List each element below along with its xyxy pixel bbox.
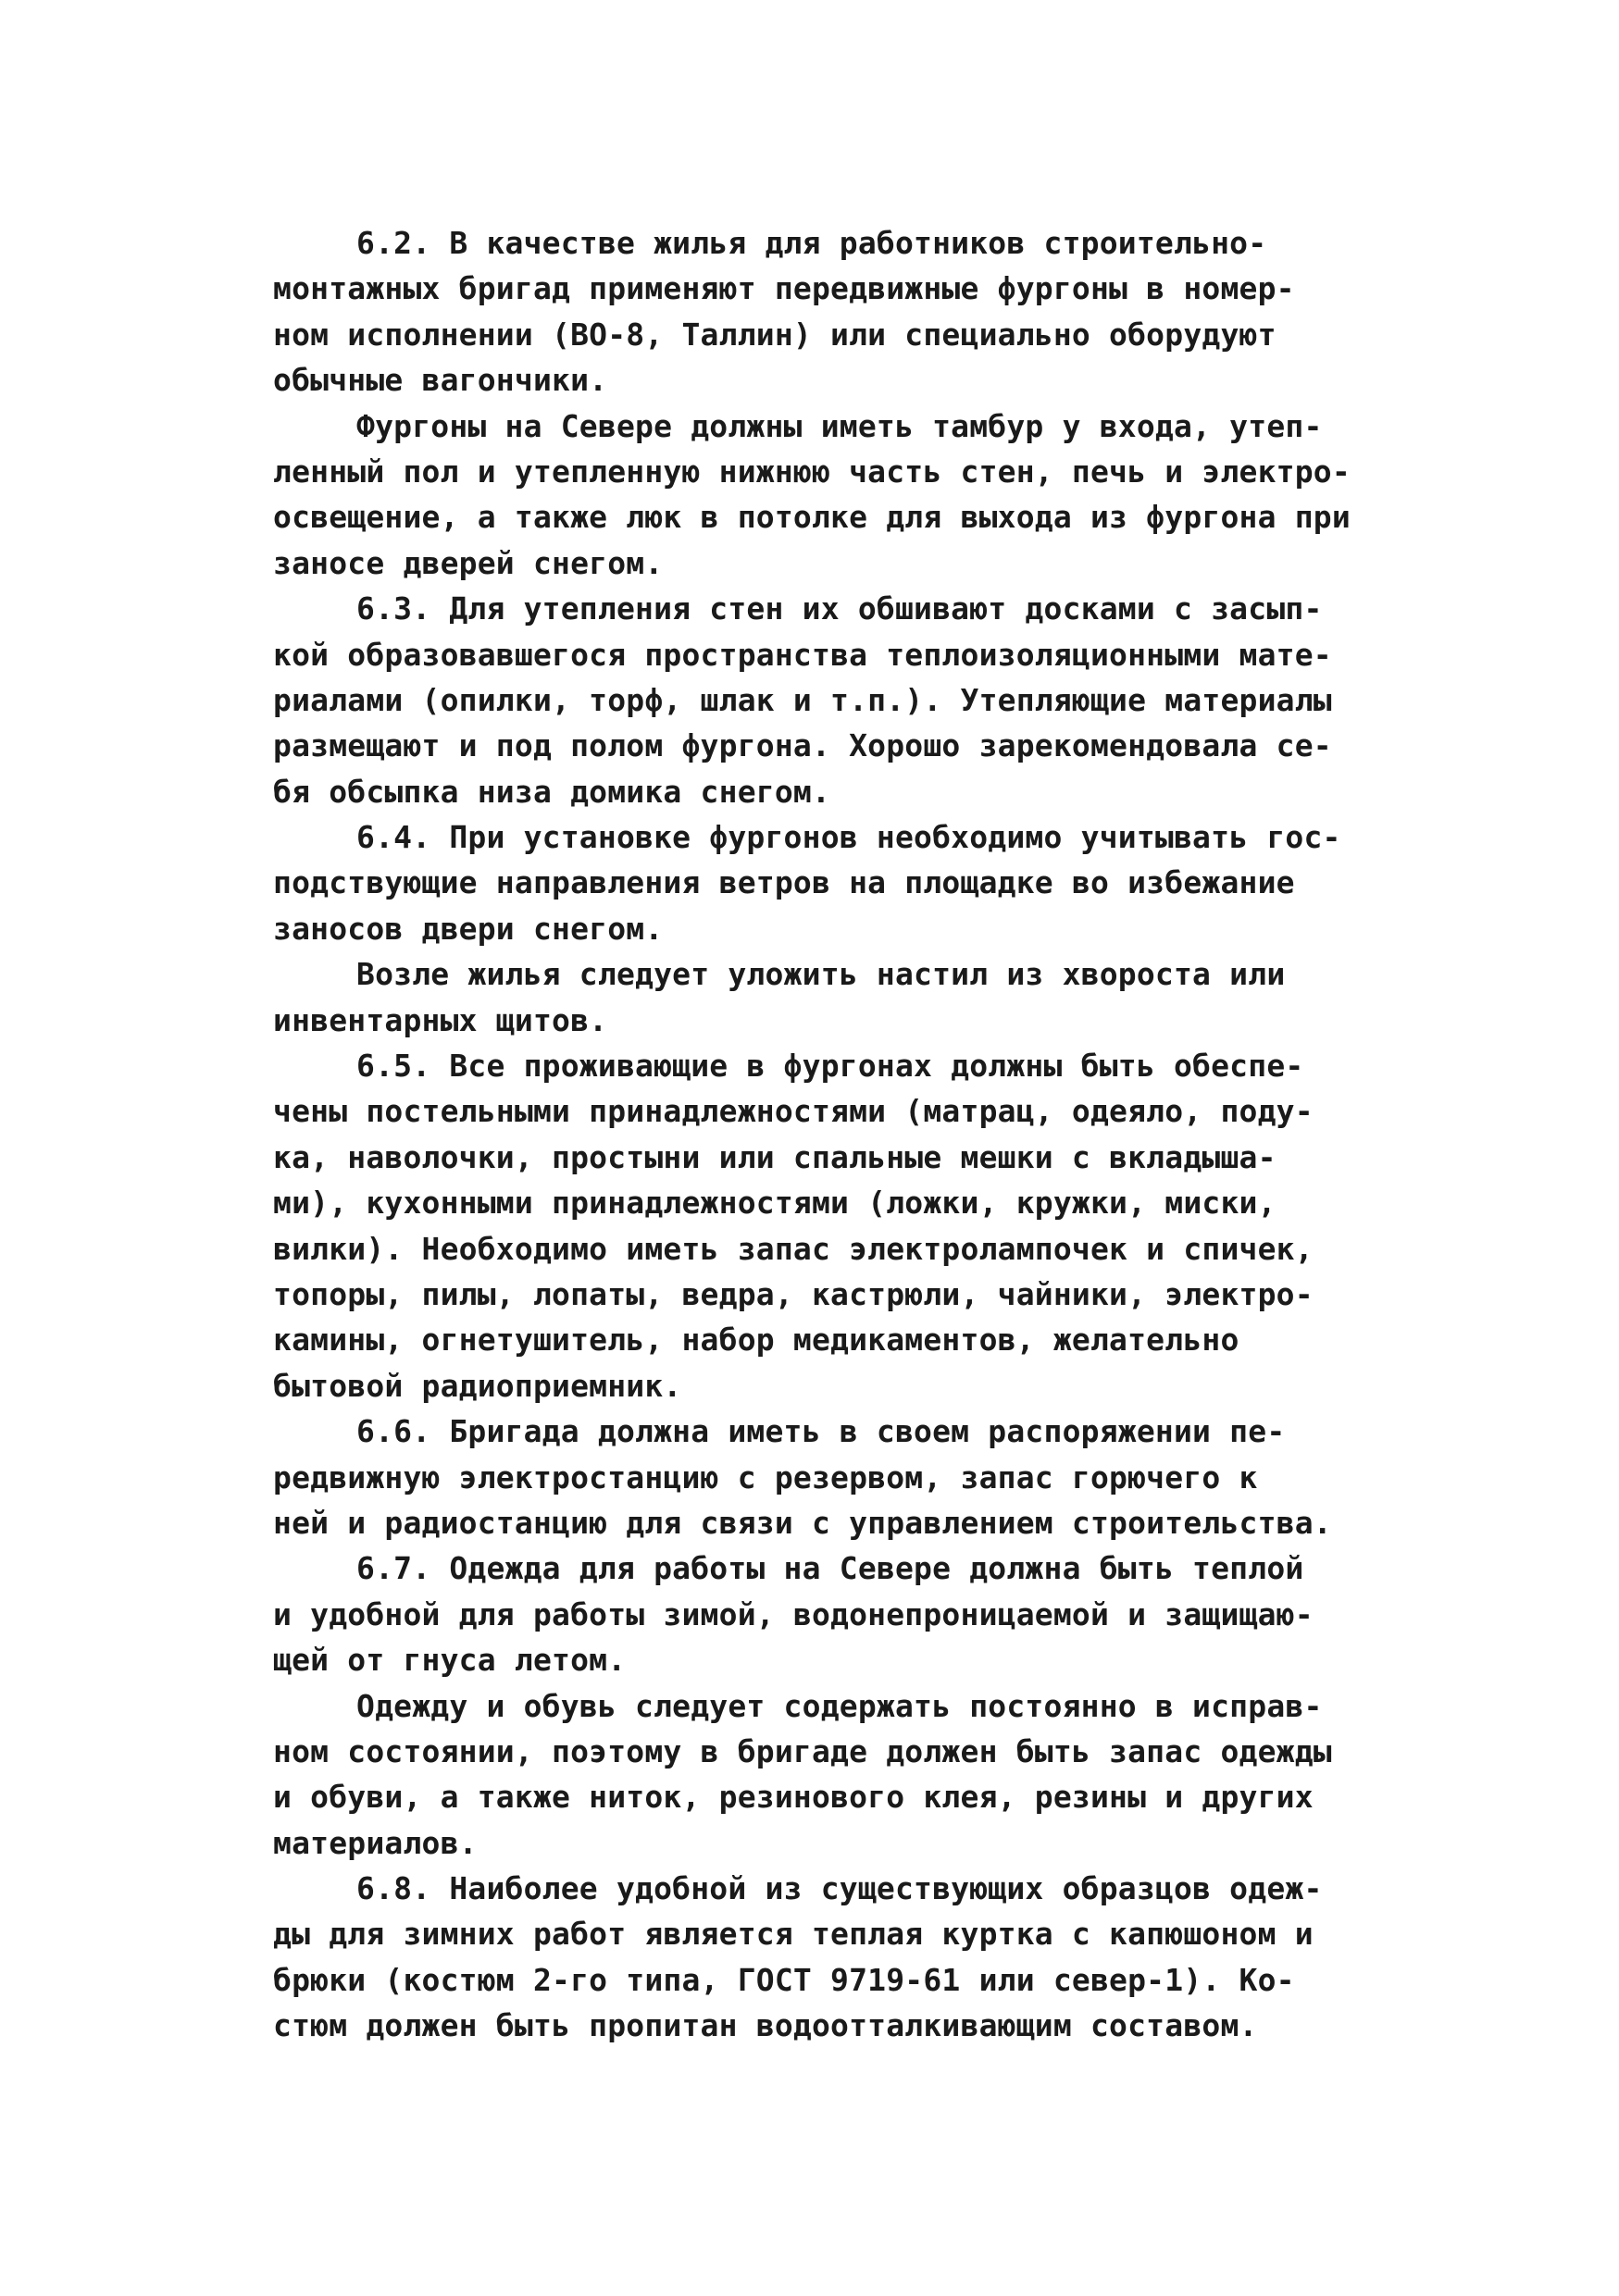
text-line: Возле жилья следует уложить настил из хвороста или: [356, 956, 1286, 993]
text-line: 6.8. Наиболее удобной из существующих образцов одеж-: [356, 1870, 1323, 1907]
text-line: размещают и под полом фургона. Хорошо зарекомендовала се-: [273, 727, 1332, 764]
text-line: инвентарных щитов.: [273, 1001, 608, 1038]
text-line: редвижную электростанцию с резервом, запас горючего к: [273, 1458, 1258, 1496]
text-line: щей от гнуса летом.: [273, 1642, 627, 1679]
text-line: риалами (опилки, торф, шлак и т.п.). Утепляющие материалы: [273, 681, 1332, 718]
text-line: вилки). Необходимо иметь запас электролампочек и спичек,: [273, 1230, 1314, 1267]
text-line: освещение, а также люк в потолке для выхода из фургона при: [273, 499, 1351, 536]
text-line: Одежду и обувь следует содержать постоянно в исправ-: [356, 1687, 1323, 1724]
text-line: ленный пол и утепленную нижнюю часть стен, печь и электро-: [273, 453, 1351, 490]
typed-text-block: [273, 220, 1384, 2049]
text-line: топоры, пилы, лопаты, ведра, кастрюли, чайники, электро-: [273, 1275, 1314, 1312]
text-line: ней и радиостанцию для связи с управлением строительства.: [273, 1504, 1332, 1541]
text-line: 6.3. Для утепления стен их обшивают досками с засып-: [356, 590, 1323, 627]
text-line: подствующие направления ветров на площадке во избежание: [273, 864, 1295, 901]
text-line: ном состоянии, поэтому в бригаде должен быть запас одежды: [273, 1732, 1332, 1769]
text-line: чены постельными принадлежностями (матрац, одеяло, поду-: [273, 1093, 1314, 1130]
text-line: камины, огнетушитель, набор медикаментов, желательно: [273, 1322, 1239, 1359]
text-line: 6.5. Все проживающие в фургонах должны быть обеспе-: [356, 1048, 1304, 1085]
text-line: ном исполнении (ВО-8, Таллин) или специально оборудуют: [273, 316, 1277, 353]
text-line: 6.4. При установке фургонов необходимо учитывать гос-: [356, 819, 1341, 856]
text-line: бя обсыпка низа домика снегом.: [273, 773, 831, 810]
text-line: 6.2. В качестве жилья для работников строительно-: [356, 225, 1267, 261]
text-line: ми), кухонными принадлежностями (ложки, кружки, миски,: [273, 1185, 1277, 1222]
text-line: монтажных бригад применяют передвижные фургоны в номер-: [273, 270, 1295, 307]
text-line: заносов двери снегом.: [273, 910, 664, 947]
text-line: ка, наволочки, простыни или спальные мешки с вкладыша-: [273, 1138, 1277, 1175]
text-line: бытовой радиоприемник.: [273, 1367, 682, 1404]
text-line: 6.7. Одежда для работы на Севере должна быть теплой: [356, 1550, 1304, 1587]
text-line: ды для зимних работ является теплая куртка с капюшоном и: [273, 1916, 1314, 1953]
text-line: Фургоны на Севере должны иметь тамбур у входа, утеп-: [356, 407, 1323, 444]
text-line: брюки (костюм 2-го типа, ГОСТ 9719-61 или север-1). Ко-: [273, 1961, 1295, 1998]
text-line: и обуви, а также ниток, резинового клея, резины и других: [273, 1779, 1314, 1816]
text-line: обычные вагончики.: [273, 362, 608, 399]
text-line: кой образовавшегося пространства теплоизоляционными мате-: [273, 636, 1332, 673]
text-line: стюм должен быть пропитан водоотталкивающим составом.: [273, 2007, 1258, 2044]
text-line: и удобной для работы зимой, водонепроницаемой и защищаю-: [273, 1595, 1314, 1632]
text-line: материалов.: [273, 1824, 478, 1861]
text-line: 6.6. Бригада должна иметь в своем распоряжении пе-: [356, 1413, 1286, 1450]
text-line: заносе дверей снегом.: [273, 544, 664, 581]
